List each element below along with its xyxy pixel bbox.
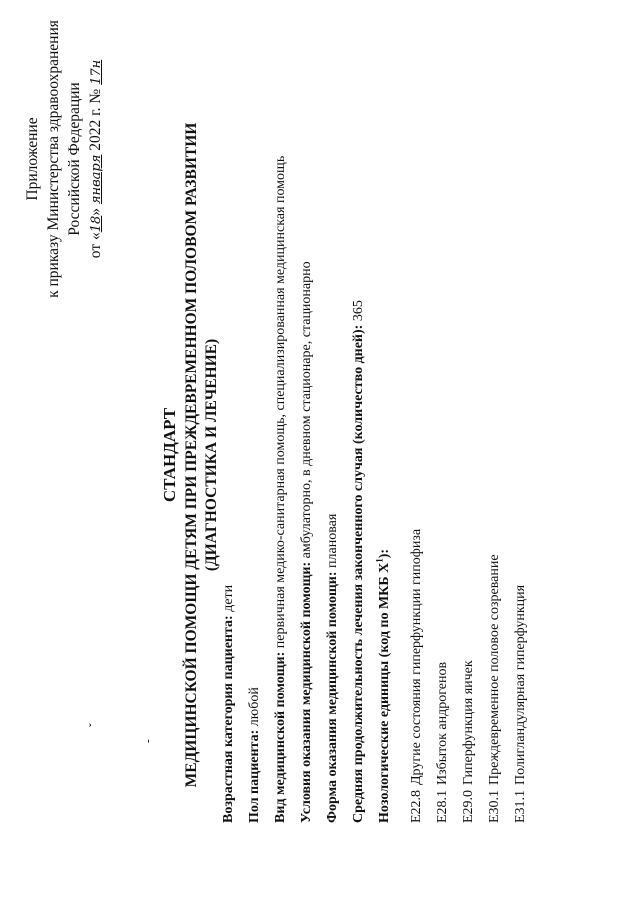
approval-order-ref: к приказу Министерства здравоохранения (45, 20, 62, 298)
field-care-type: Вид медицинской помощи: первичная медико-санитарная помощь, специализированная медицинская помощь (273, 155, 288, 823)
list-item (482, 123, 508, 823)
icd-name: Другие состояния гиперфункции гипофиза (409, 528, 424, 785)
nosology-list (404, 123, 534, 823)
field-care-form: Форма оказания медицинской помощи: плановая (325, 513, 340, 823)
date-mid: » (87, 207, 104, 216)
approval-federation: Российской Федерации (66, 82, 83, 236)
list-item (456, 123, 482, 823)
icd-code: E29.0 (461, 789, 476, 823)
title-standard: СТАНДАРТ (160, 407, 179, 503)
field-treatment-duration: Средняя продолжительность лечения законченного случая (количество дней): 365 (351, 300, 366, 823)
list-item (404, 123, 430, 823)
icd-name: Гиперфункция яичек (461, 660, 476, 785)
icd-code: E28.1 (435, 789, 450, 823)
date-year: 2022 г. № (87, 88, 104, 151)
approval-date-line (85, 9, 107, 309)
field-sex: Пол пациента: любой (247, 687, 262, 823)
icd-code: E30.1 (487, 789, 502, 823)
icd-code: E31.1 (513, 789, 528, 823)
date-month-handwritten: января (89, 154, 104, 205)
scan-dot: - (142, 739, 154, 743)
approval-annex: Приложение (24, 117, 41, 201)
field-care-conditions: Условия оказания медицинской помощи: амбулаторно, в дневном стационаре, стационарно (299, 261, 314, 823)
icd-name: Полигландулярная гиперфункция (513, 584, 528, 785)
field-nosology-header: Нозологические единицы (код по МКБ $X^1$): (374, 548, 392, 823)
field-age-category: Возрастная категория пациента: дети (221, 584, 236, 823)
icd-name: Преждевременное половое созревание (487, 554, 502, 785)
document-title (160, 65, 222, 845)
icd-name: Избыток андрогенов (435, 661, 450, 785)
date-day-handwritten: 18 (89, 215, 104, 233)
approval-block (22, 9, 107, 309)
order-number-handwritten: 17н (89, 59, 104, 85)
title-sub: (ДИАГНОСТИКА И ЛЕЧЕНИЕ) (203, 338, 220, 572)
date-prefix: от « (87, 232, 104, 259)
standard-fields (216, 13, 398, 823)
scan-mark: ˇ (88, 723, 100, 727)
title-main: МЕДИЦИНСКОЙ ПОМОЩИ ДЕТЯМ ПРИ ПРЕЖДЕВРЕМЕННОМ ПОЛОВОМ РАЗВИТИИ (183, 122, 200, 788)
icd-code: E22.8 (409, 789, 424, 823)
list-item (508, 123, 534, 823)
list-item (430, 123, 456, 823)
